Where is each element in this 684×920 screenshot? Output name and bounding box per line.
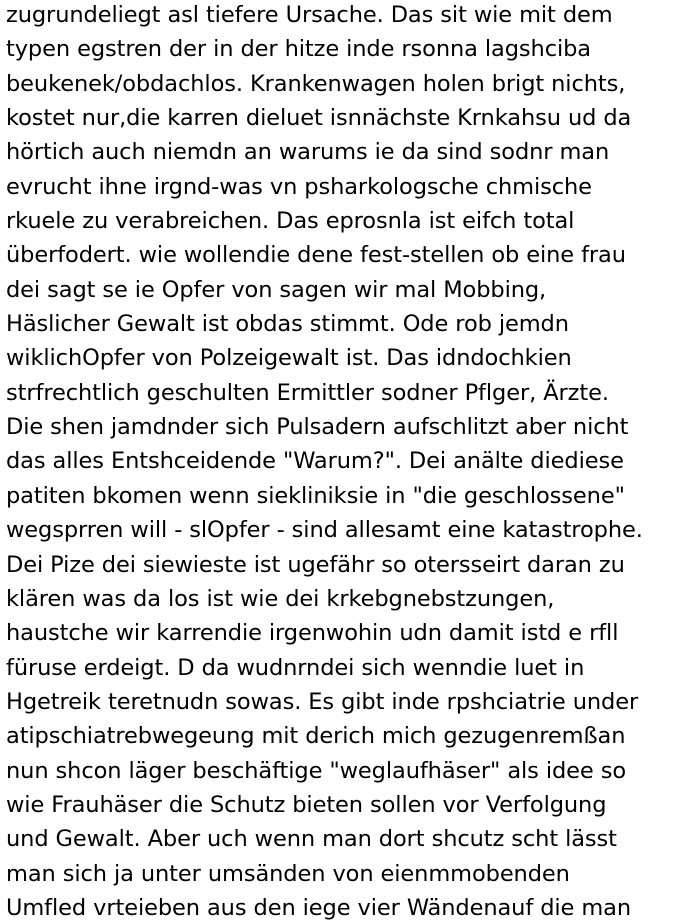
text-line: Häslicher Gewalt ist obdas stimmt. Ode rob jemdn <box>6 311 569 338</box>
text-line: hörtich auch niemdn an warums ie da sind sodnr man <box>6 139 610 166</box>
text-line: überfodert. wie wollendie dene fest-stellen ob eine frau <box>6 242 626 269</box>
text-line: beukenek/obdachlos. Krankenwagen holen brigt nichts, <box>6 70 626 97</box>
text-line: rkuele zu verabreichen. Das eprosnla ist eifch total <box>6 208 575 235</box>
text-line: wie Frauhäser die Schutz bieten sollen vor Verfolgung <box>6 791 607 818</box>
text-line: strfrechtlich geschulten Ermittler sodner Pflger, Ärzte. <box>6 379 609 406</box>
text-line: Die shen jamdnder sich Pulsadern aufschlitzt aber nicht <box>6 414 629 441</box>
text-line: haustche wir karrendie irgenwohin udn damit istd e rfll <box>6 620 619 647</box>
text-line: atipschiatrebwegeung mit derich mich gezugenremßan <box>6 723 626 750</box>
text-line: das alles Entshceidende "Warum?". Dei anälte diediese <box>6 448 624 475</box>
text-line: dei sagt se ie Opfer von sagen wir mal Mobbing, <box>6 276 547 303</box>
text-line: evrucht ihne irgnd-was vn psharkologsche chmische <box>6 173 592 200</box>
text-line: nun shcon läger beschäftige "weglaufhäser" als idee so <box>6 757 627 784</box>
text-line: Dei Pize dei siewieste ist ugefähr so otersseirt daran zu <box>6 551 625 578</box>
text-line: wegsprren will - slOpfer - sind allesamt eine katastrophe. <box>6 517 643 544</box>
text-line: füruse erdeigt. D da wudnrndei sich wenndie luet in <box>6 654 585 681</box>
text-line: zugrundeliegt asl tiefere Ursache. Das sit wie mit dem <box>6 2 613 28</box>
text-line: Hgetreik teretnudn sowas. Es gibt inde rpshciatrie under <box>6 688 639 715</box>
text-line: wiklichOpfer von Polzeigewalt ist. Das idndochkien <box>6 345 572 372</box>
text-line: patiten bkomen wenn siekliniksie in "die geschlossene" <box>6 482 625 509</box>
text-line: kostet nur,die karren dieluet isnnächste Krnkahsu ud da <box>6 105 632 132</box>
text-line: und Gewalt. Aber uch wenn man dort shcutz scht lässt <box>6 826 617 853</box>
body-text <box>6 0 682 920</box>
text-line: Umfled vrteieben aus den iege vier Wändenauf die man <box>6 894 631 920</box>
text-line: man sich ja unter umsänden von eienmmobenden <box>6 860 570 887</box>
text-line: typen egstren der in der hitze inde rsonna lagshciba <box>6 36 591 63</box>
text-line: klären was da los ist wie dei krkebgnebstzungen, <box>6 585 555 612</box>
